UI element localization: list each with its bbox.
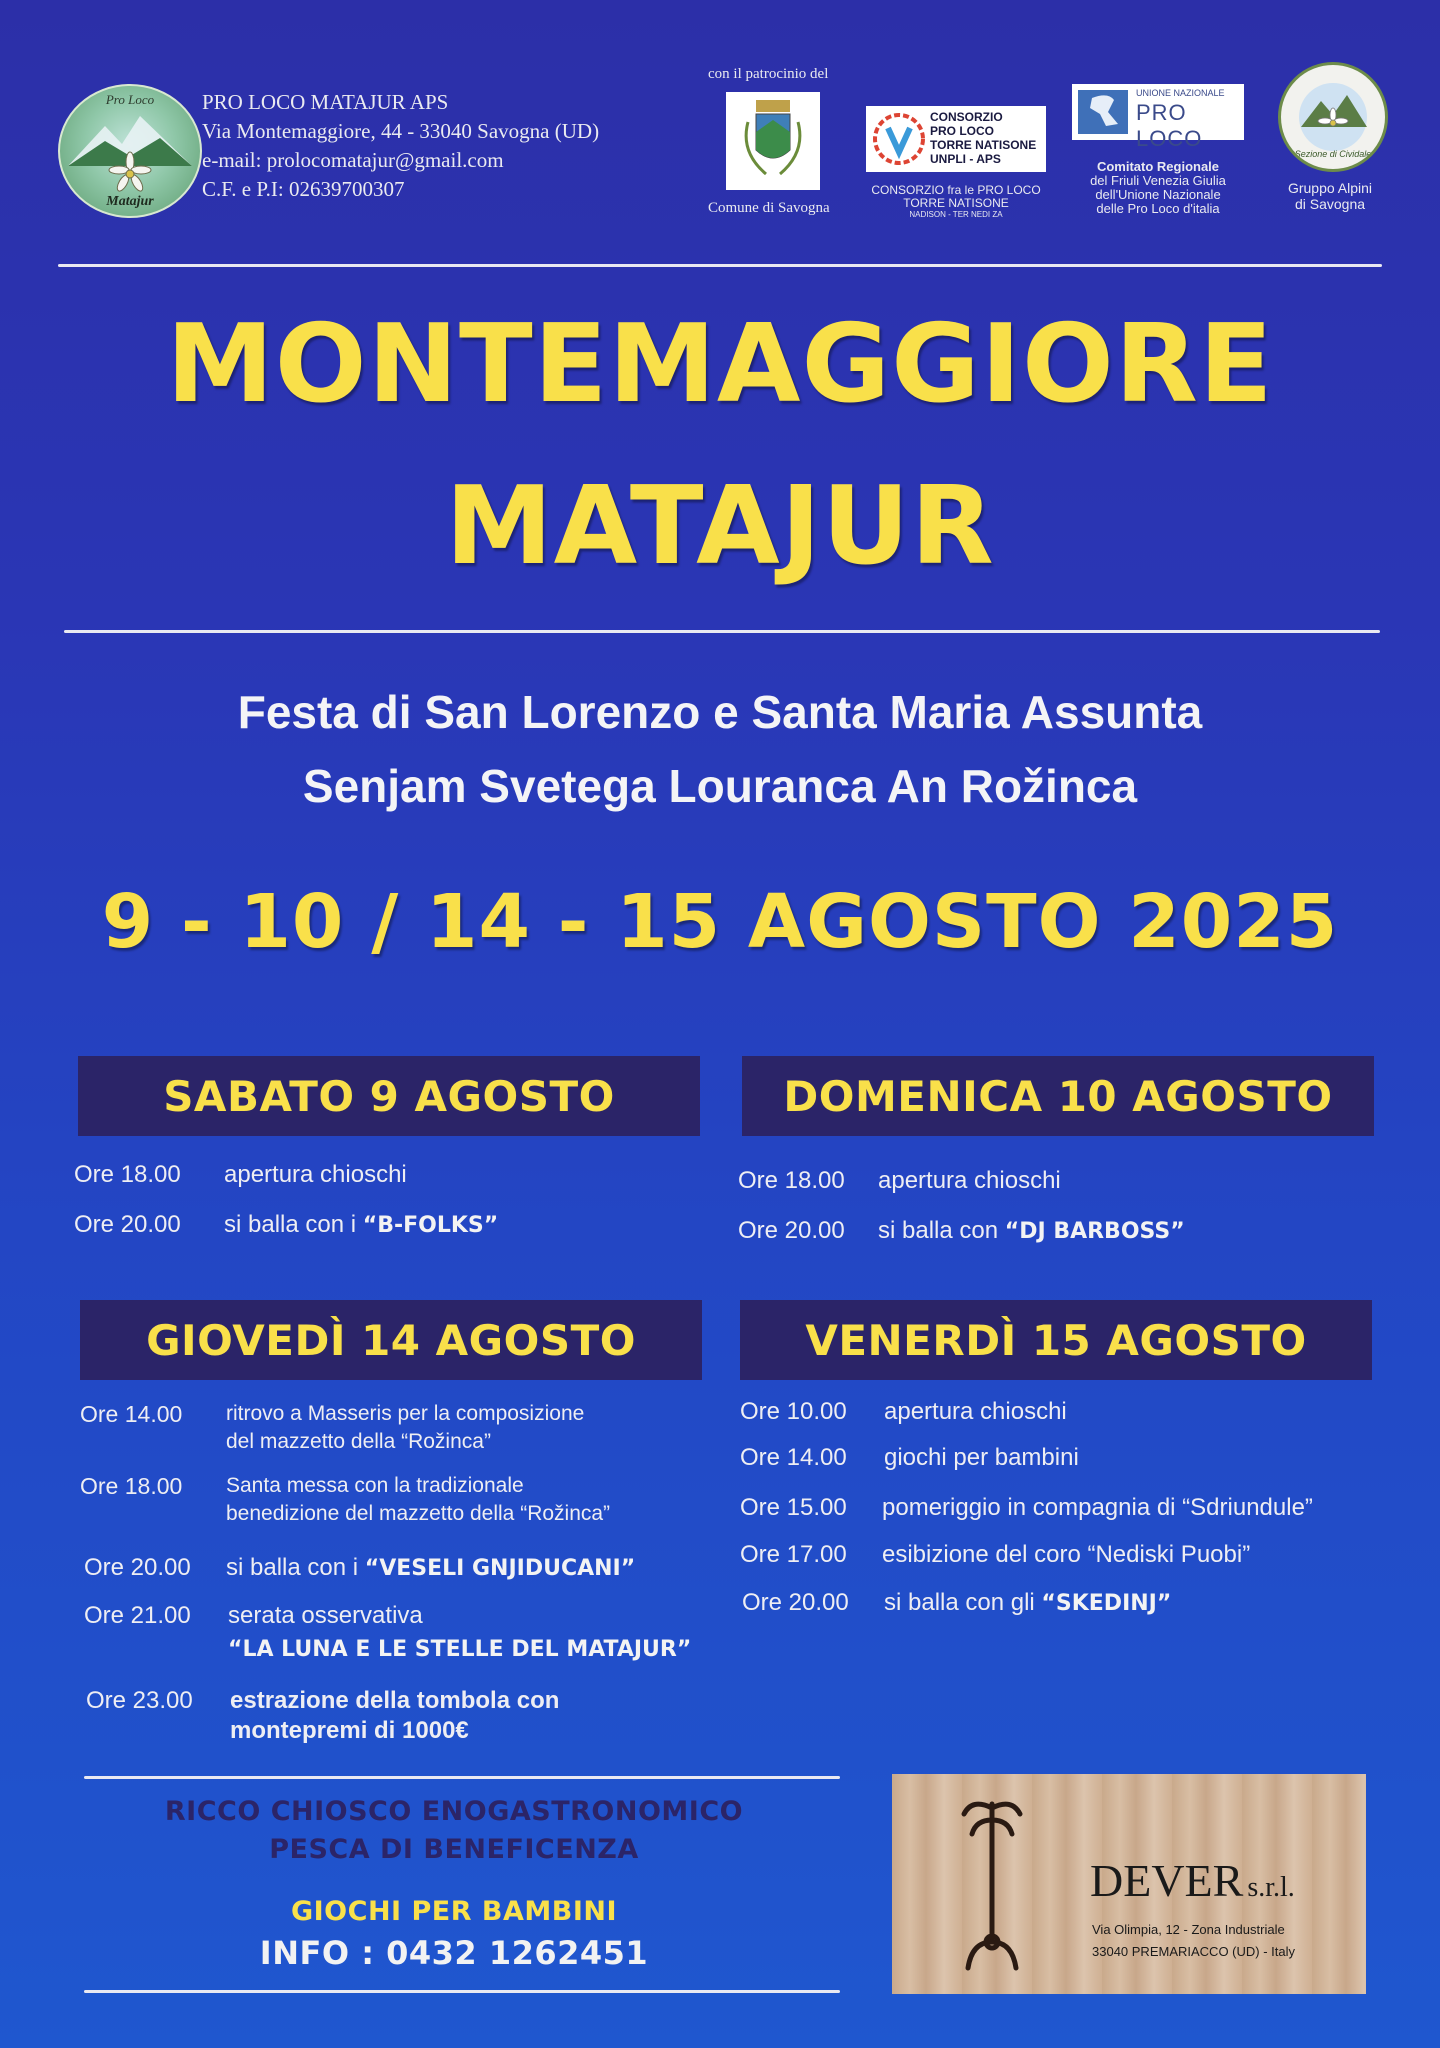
header-divider <box>58 264 1382 267</box>
alpini-caption <box>1256 180 1404 212</box>
promo-giochi: GIOCHI PER BAMBINI <box>290 1896 618 1927</box>
unpli-main-text: PRO LOCO <box>1136 100 1203 151</box>
dever-name-main: DEVER <box>1090 1855 1244 1906</box>
consorzio-line-4: UNPLI - APS <box>930 152 1001 166</box>
event-desc: si balla con <box>878 1217 999 1244</box>
day-header-friday <box>740 1300 1372 1380</box>
unpli-proloco-logo <box>1072 84 1244 151</box>
day-title-thursday: GIOVEDÌ 14 AGOSTO <box>146 1315 636 1365</box>
dever-name <box>1090 1854 1295 1907</box>
promo-info: INFO : 0432 1262451 <box>259 1934 649 1972</box>
promo-pesca: PESCA DI BENEFICENZA <box>269 1834 639 1865</box>
org-info <box>202 88 599 204</box>
event-title: “LA LUNA E LE STELLE DEL MATAJUR” <box>228 1637 692 1662</box>
day-header-saturday <box>78 1056 700 1136</box>
event-time: Ore 20.00 <box>74 1211 181 1238</box>
event-time: Ore 17.00 <box>740 1541 847 1568</box>
unpli-caption-2: del Friuli Venezia Giulia <box>1090 173 1226 188</box>
dever-address-2: 33040 PREMARIACCO (UD) - Italy <box>1092 1944 1295 1959</box>
proloco-matajur-logo <box>58 84 202 218</box>
day-title-sunday: DOMENICA 10 AGOSTO <box>783 1071 1333 1121</box>
title-divider <box>64 630 1380 633</box>
coat-rack-icon <box>952 1792 1032 1982</box>
day-header-thursday <box>80 1300 702 1380</box>
event-desc: esibizione del coro “Nediski Puobi” <box>882 1541 1251 1568</box>
band-name: “SKEDINJ” <box>1041 1591 1172 1616</box>
dever-sponsor-panel <box>892 1774 1366 1994</box>
event-time: Ore 20.00 <box>742 1589 849 1616</box>
consorzio-caption-3: NADISON - TER NEDI ZA <box>909 210 1003 219</box>
event-desc-2: del mazzetto della “Rožinca” <box>226 1430 491 1453</box>
consorzio-line-1: CONSORZIO <box>930 110 1003 124</box>
event-desc: giochi per bambini <box>884 1444 1079 1471</box>
alpini-savogna-logo <box>1278 62 1388 172</box>
event-time: Ore 20.00 <box>738 1217 845 1244</box>
event-desc: apertura chioschi <box>878 1167 1061 1194</box>
event-time: Ore 18.00 <box>74 1161 181 1188</box>
subtitle-line-2: Senjam Svetega Louranca An Rožinca <box>302 760 1138 812</box>
event-time: Ore 18.00 <box>738 1167 845 1194</box>
event-dates: 9 - 10 / 14 - 15 AGOSTO 2025 <box>101 879 1339 965</box>
event-desc: si balla con gli <box>884 1589 1035 1616</box>
day-title-saturday: SABATO 9 AGOSTO <box>163 1071 615 1121</box>
event-desc: pomeriggio in compagnia di “Sdriundule” <box>882 1494 1313 1521</box>
event-desc: apertura chioschi <box>224 1161 407 1188</box>
comune-savogna-crest <box>726 92 820 190</box>
promo-chiosco: RICCO CHIOSCO ENOGASTRONOMICO <box>164 1796 744 1827</box>
event-desc: si balla con i <box>224 1211 357 1238</box>
band-name: “DJ BARBOSS” <box>1004 1219 1185 1244</box>
comune-caption: Comune di Savogna <box>708 200 830 216</box>
day-header-sunday <box>742 1056 1374 1136</box>
consorzio-v-icon <box>872 112 926 166</box>
bottom-divider-bottom <box>84 1990 840 1993</box>
event-desc: estrazione della tombola con <box>230 1687 560 1714</box>
event-time: Ore 10.00 <box>740 1398 847 1425</box>
org-address: Via Montemaggiore, 44 - 33040 Savogna (UD) <box>202 119 600 143</box>
consorzio-caption-2: TORRE NATISONE <box>903 196 1009 210</box>
day-title-friday: VENERDÌ 15 AGOSTO <box>805 1315 1307 1365</box>
event-desc: ritrovo a Masseris per la composizione <box>226 1402 585 1425</box>
event-desc-2: benedizione del mazzetto della “Rožinca” <box>226 1502 611 1525</box>
unpli-caption-4: delle Pro Loco d'italia <box>1096 201 1220 216</box>
event-desc: si balla con i <box>226 1554 359 1581</box>
event-time: Ore 18.00 <box>80 1473 183 1499</box>
logo-text-bottom: Matajur <box>106 194 154 209</box>
consorzio-line-2: PRO LOCO <box>930 124 995 138</box>
band-name: “B-FOLKS” <box>362 1213 499 1238</box>
unpli-caption-3: dell'Unione Nazionale <box>1095 187 1221 202</box>
unpli-top-text: UNIONE NAZIONALE <box>1136 88 1225 98</box>
consorzio-caption-1: CONSORZIO fra le PRO LOCO <box>871 183 1041 197</box>
event-time: Ore 21.00 <box>84 1602 191 1629</box>
patronage-label: con il patrocinio del <box>708 66 829 82</box>
event-time: Ore 15.00 <box>740 1494 847 1521</box>
consorzio-line-3: TORRE NATISONE <box>930 138 1037 152</box>
org-name: PRO LOCO MATAJUR APS <box>202 90 449 114</box>
subtitle-line-1: Festa di San Lorenzo e Santa Maria Assunta <box>237 686 1203 738</box>
alpini-caption-1: Gruppo Alpini <box>1287 180 1373 196</box>
event-desc: Santa messa con la tradizionale <box>226 1474 524 1497</box>
org-email: e-mail: prolocomatajur@gmail.com <box>202 148 504 172</box>
event-time: Ore 23.00 <box>86 1687 193 1714</box>
org-tax-code: C.F. e P.I: 02639700307 <box>202 177 405 201</box>
alpini-caption-2: di Savogna <box>1294 196 1366 212</box>
coat-of-arms-icon <box>726 92 820 190</box>
event-desc: serata osservativa <box>228 1602 423 1629</box>
bottom-divider-top <box>84 1776 840 1779</box>
title-line-1: MONTEMAGGIORE <box>166 302 1274 427</box>
unpli-caption <box>1060 160 1256 216</box>
consorzio-logo <box>866 106 1046 172</box>
event-time: Ore 20.00 <box>84 1554 191 1581</box>
band-name: “VESELI GNJIDUCANI” <box>364 1556 636 1581</box>
alpini-ring-text: Sezione di Cividale <box>1294 149 1372 159</box>
logo-text-top: Pro Loco <box>105 92 155 107</box>
italy-map-icon <box>1078 90 1128 134</box>
event-time: Ore 14.00 <box>80 1401 183 1427</box>
unpli-caption-1: Comitato Regionale <box>1096 159 1220 174</box>
event-desc-2: montepremi di 1000€ <box>230 1717 469 1744</box>
event-desc: apertura chioschi <box>884 1398 1067 1425</box>
title-line-2: MATAJUR <box>445 464 995 589</box>
dever-address-1: Via Olimpia, 12 - Zona Industriale <box>1092 1922 1285 1937</box>
dever-name-suffix: s.r.l. <box>1247 1872 1295 1903</box>
event-time: Ore 14.00 <box>740 1444 847 1471</box>
consorzio-caption <box>856 184 1056 219</box>
